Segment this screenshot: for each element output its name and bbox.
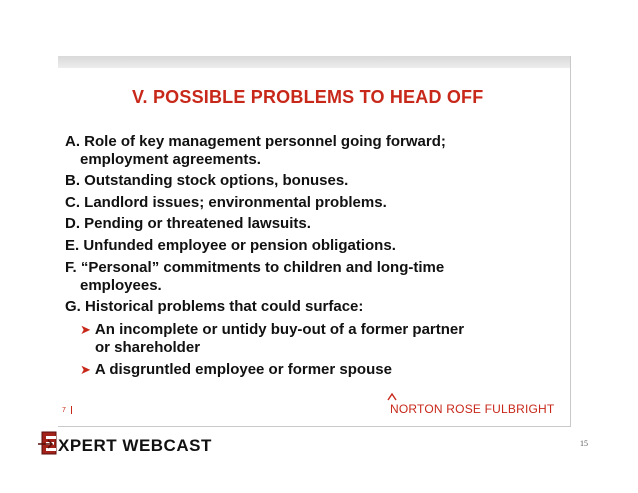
slide	[58, 56, 571, 427]
sub-list-item-text-continued: or shareholder	[95, 339, 201, 356]
list-item	[65, 194, 387, 212]
sub-list-item	[80, 321, 464, 357]
firm-logo-mark-icon	[387, 392, 397, 402]
list-item	[65, 237, 396, 255]
list-item	[65, 215, 311, 233]
list-item-text-continued: employees.	[80, 277, 162, 294]
list-item-text: F. “Personal” commitments to children and long-time	[65, 259, 445, 276]
page-number: 15	[580, 439, 588, 448]
arrow-bullet-icon: ➤	[80, 362, 91, 377]
list-item	[65, 259, 444, 295]
list-item-text: G. Historical problems that could surface:	[65, 298, 364, 315]
list-item-text: E. Unfunded employee or pension obligations.	[65, 237, 396, 254]
slide-number-text: 7	[62, 406, 66, 414]
slide-top-bar	[58, 56, 570, 68]
list-item	[65, 172, 348, 190]
sub-list-item	[80, 361, 392, 379]
sub-list-item-text: A disgruntled employee or former spouse	[94, 361, 392, 378]
brand-logo-text: XPERT WEBCAST	[58, 436, 212, 455]
list-item-text: A. Role of key management personnel going forward;	[65, 133, 446, 150]
list-item-text: C. Landlord issues; environmental problems.	[65, 194, 387, 211]
slide-number	[62, 406, 72, 414]
slide-title: V. POSSIBLE PROBLEMS TO HEAD OFF	[132, 87, 484, 107]
list-item	[65, 298, 363, 316]
list-item-text-continued: employment agreements.	[80, 151, 261, 168]
firm-logo: NORTON ROSE FULBRIGHT	[390, 402, 555, 416]
list-item-text: B. Outstanding stock options, bonuses.	[65, 172, 349, 189]
divider	[71, 406, 72, 414]
sub-list-item-text: An incomplete or untidy buy-out of a former partner	[94, 321, 465, 338]
list-item-text: D. Pending or threatened lawsuits.	[65, 215, 311, 232]
list-item	[65, 133, 446, 169]
expert-webcast-logo	[36, 428, 214, 460]
arrow-bullet-icon: ➤	[80, 322, 91, 337]
